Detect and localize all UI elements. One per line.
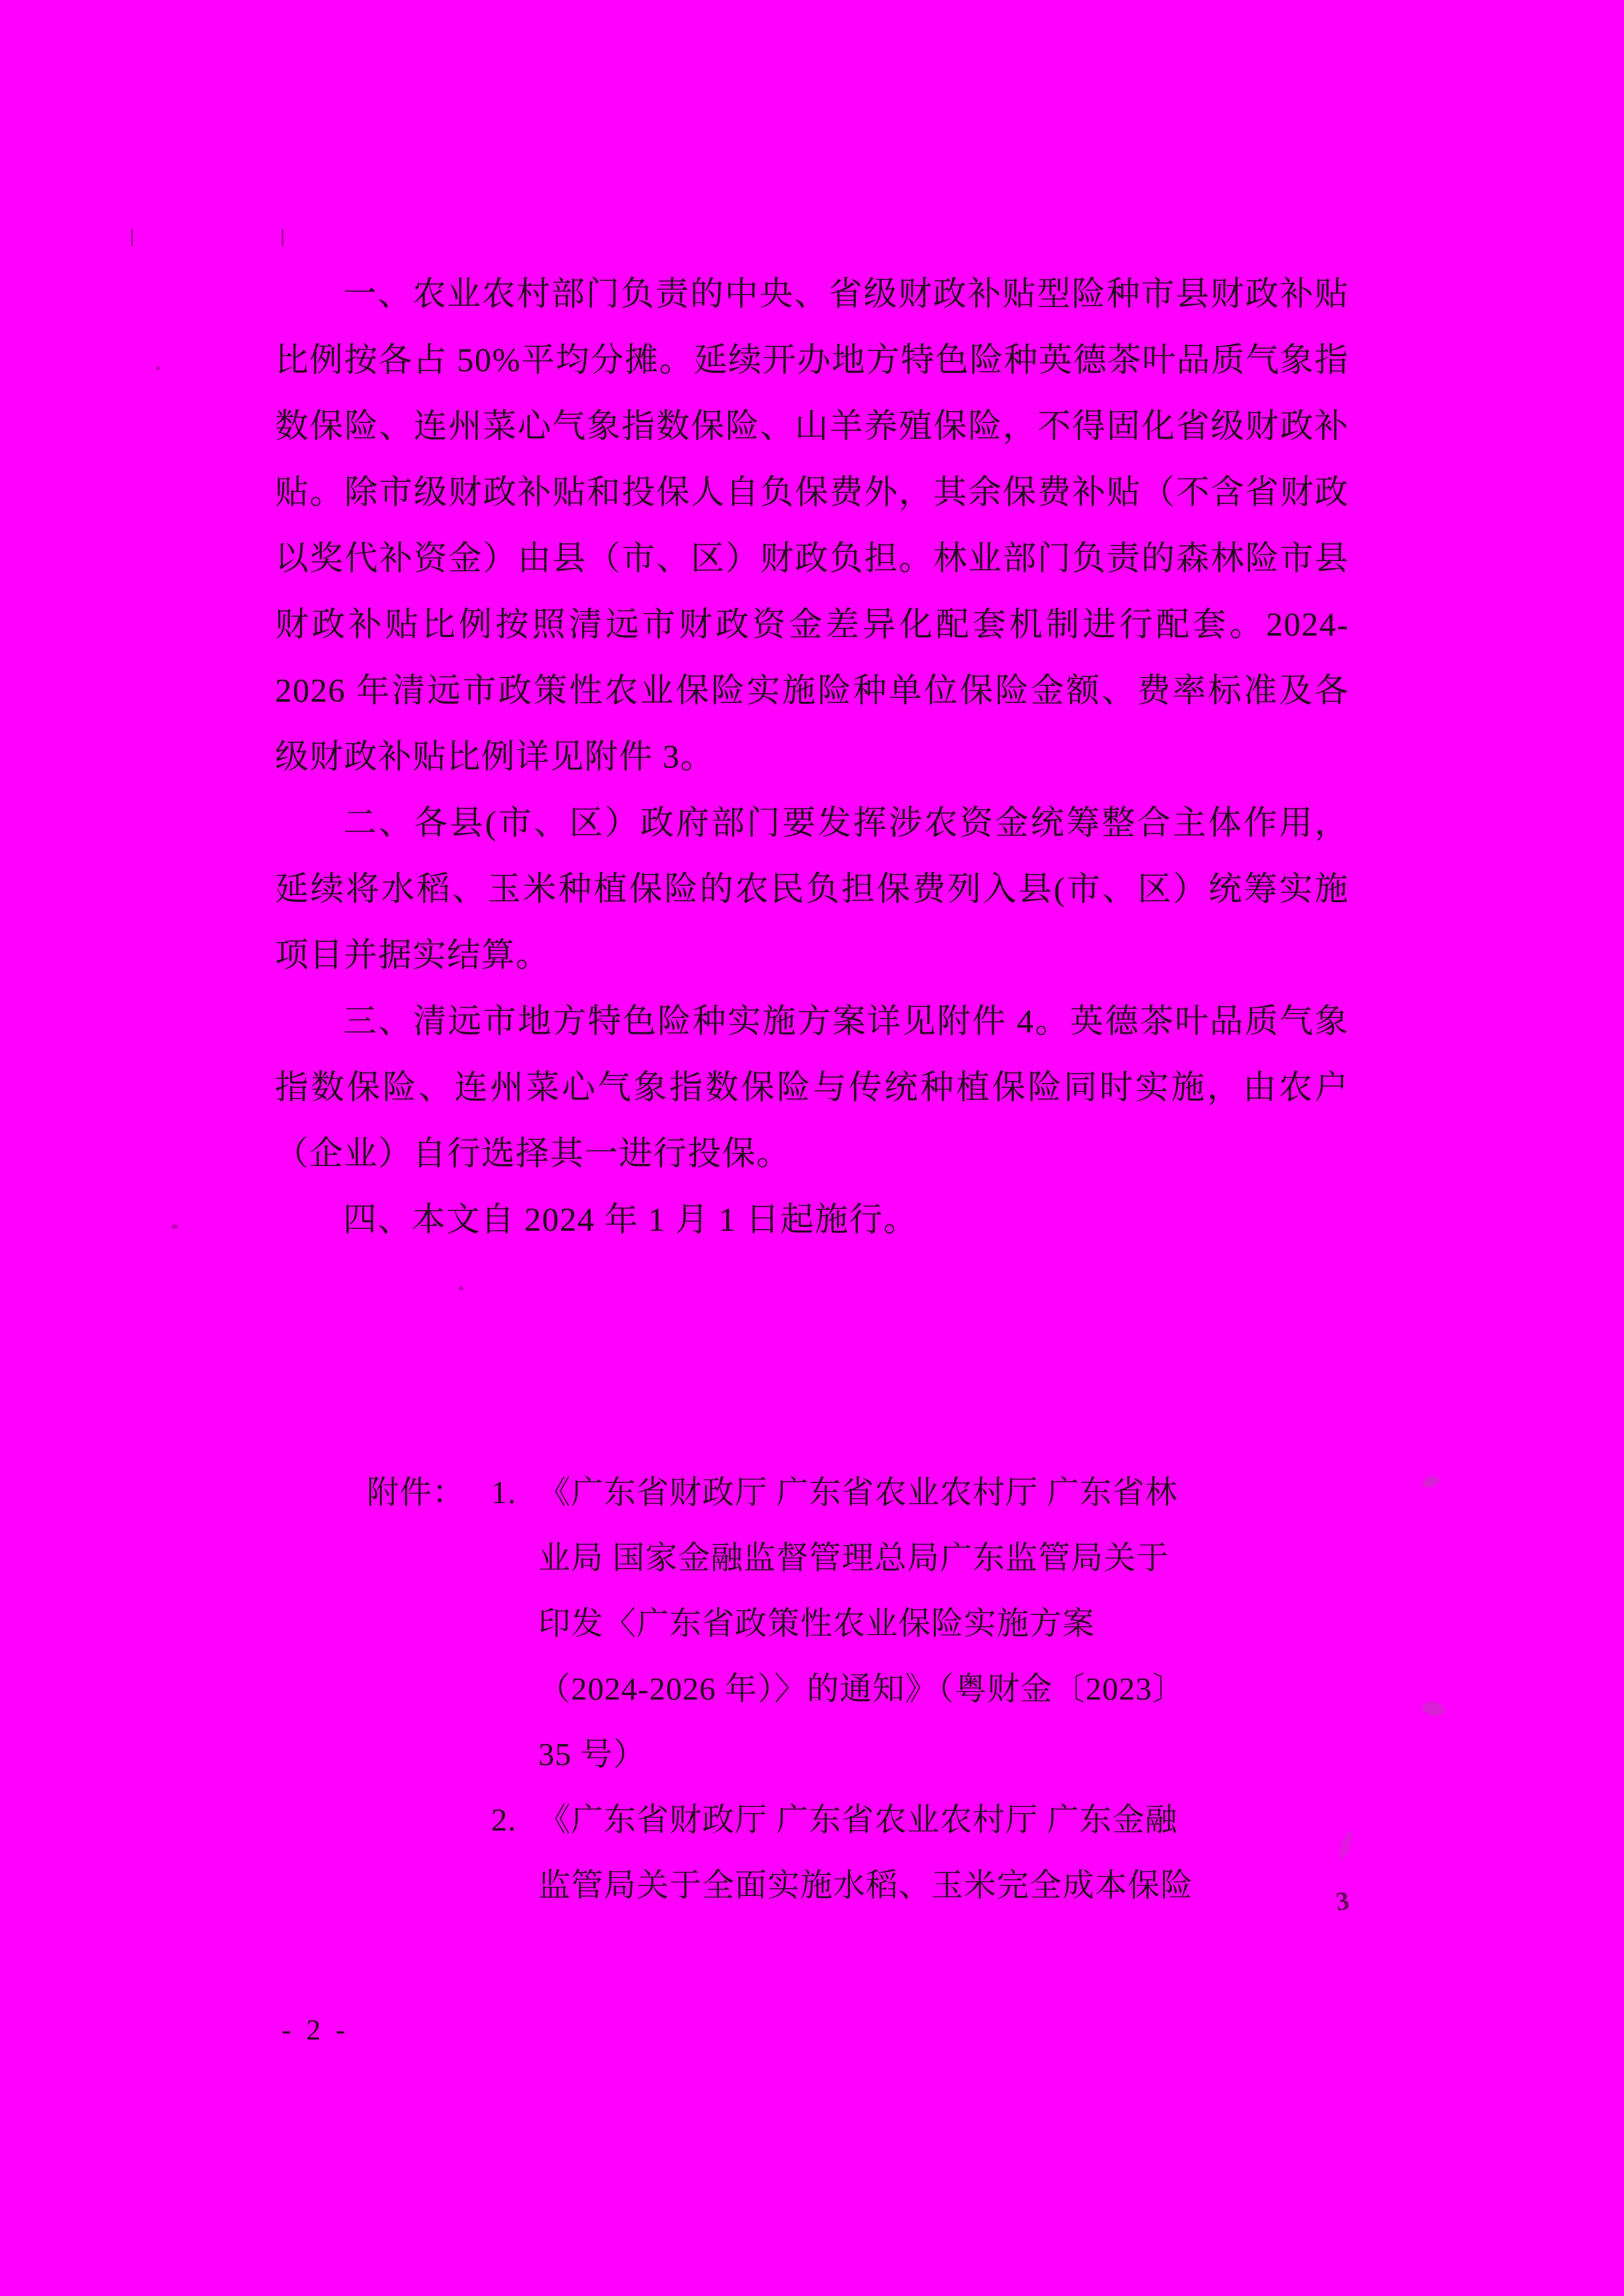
scan-artifact-smudge	[1421, 1474, 1441, 1489]
paragraph-three: 三、清远市地方特色险种实施方案详见附件 4。英德茶叶品质气象指数保险、连州菜心气象指数保险与传统种植保险同时实施，由农户（企业）自行选择其一进行投保。	[275, 1004, 1349, 1173]
attachment-1-line-5: 35 号）	[538, 1736, 646, 1772]
paragraph-two: 二、各县(市、区）政府部门要发挥涉农资金统筹整合主体作用，延续将水稻、玉米种植保险的农民负担保费列入县(市、区）统筹实施项目并据实结算。	[275, 805, 1349, 974]
attachment-2-line-2: 监管局关于全面实施水稻、玉米完全成本保险	[538, 1867, 1194, 1903]
attachment-2-line-1: 《广东省财政厅 广东省农业农村厅 广东金融	[538, 1802, 1178, 1838]
attachment-1-line-1: 《广东省财政厅 广东省农业农村厅 广东省林	[538, 1474, 1178, 1510]
paragraph-one: 一、农业农村部门负责的中央、省级财政补贴型险种市县财政补贴比例按各占 50%平均分摊。延续开办地方特色险种英德茶叶品质气象指数保险、连州菜心气象指数保险、山羊养殖保险，不得固化省级财政补贴。除市级财政补贴和投保人自负保费外，其余保费补贴（不含省财政以奖代补资金）由县（市、区）财政负担。林业部门负责的森林险市县财政补贴比例按照清远市财政资金差异化配套机制进行配套。2024-2026 年清远市政策性农业保险实施险种单位保险金额、费率标准及各级财政补贴比例详见附件 3。	[275, 276, 1349, 776]
paragraph-four: 四、本文自 2024 年 1 月 1 日起施行。	[343, 1202, 918, 1239]
attachment-1-line-4: （2024-2026 年）〉的通知》（粤财金〔2023〕	[538, 1671, 1185, 1707]
scan-artifact-tick	[282, 229, 284, 246]
page-number: - 2 -	[282, 2014, 350, 2046]
attachment-1-number: 1.	[491, 1474, 517, 1510]
scan-artifact-fleck	[156, 367, 160, 370]
attachment-item-2	[367, 1787, 1349, 1853]
document-body	[275, 262, 1349, 1254]
attachments-label: 附件：	[367, 1474, 466, 1510]
attachment-1-line-2: 业局 国家金融监督管理总局广东监管局关于	[538, 1540, 1170, 1576]
attachment-2-number: 2.	[491, 1802, 517, 1838]
attachment-1-line-3: 印发〈广东省政策性农业保险实施方案	[538, 1605, 1096, 1641]
scan-artifact-tick	[131, 229, 133, 246]
scan-artifact-fleck	[458, 1286, 464, 1290]
scan-artifact-smudge	[1421, 1700, 1445, 1718]
scan-artifact-fleck	[172, 1224, 178, 1229]
attachments-block	[367, 1460, 1352, 1918]
scan-artifact-mark: 3	[1333, 1885, 1352, 1917]
attachment-item-1	[367, 1460, 1349, 1525]
